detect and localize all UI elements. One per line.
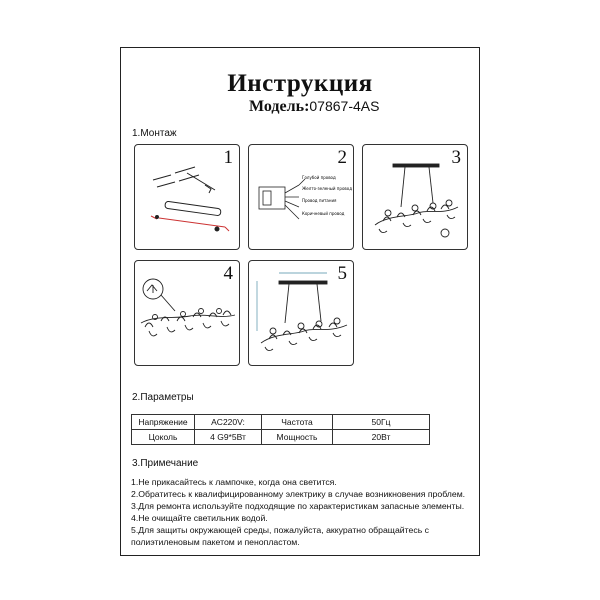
param-value: 20Вт	[333, 430, 430, 445]
bulb-install-illustration	[135, 261, 240, 366]
note-item: полиэтиленовым пакетом и пенопластом.	[131, 537, 300, 547]
section-mount-heading: 1.Монтаж	[132, 128, 177, 139]
instruction-sheet	[120, 47, 480, 556]
notes-list	[131, 476, 476, 548]
wire-label: Коричневый провод	[302, 211, 345, 216]
height-adjust-illustration	[249, 261, 354, 366]
note-item: 3.Для ремонта используйте подходящие по характеристикам запасные элементы.	[131, 501, 465, 511]
param-value: 4 G9*5Вт	[195, 430, 262, 445]
model-line	[249, 98, 379, 116]
mount-screws-illustration	[135, 145, 240, 250]
param-name: Мощность	[262, 430, 333, 445]
page-title: Инструкция	[227, 70, 373, 97]
parameters-table	[131, 414, 430, 445]
table-row	[132, 430, 430, 445]
param-name: Цоколь	[132, 430, 195, 445]
wire-label: Желто-зеленый провод	[302, 186, 352, 191]
note-item: 4.Не очищайте светильник водой.	[131, 513, 268, 523]
param-name: Частота	[262, 415, 333, 430]
step-panel-4	[134, 260, 240, 366]
param-value: AC220V:	[195, 415, 262, 430]
table-row	[132, 415, 430, 430]
wire-label: Провод питания	[302, 198, 337, 203]
step-panel-1	[134, 144, 240, 250]
hanging-fixture-illustration	[363, 145, 468, 250]
note-item: 2.Обратитесь к квалифицированному электрику в случае возникновения проблем.	[131, 489, 466, 499]
section-notes-heading: 3.Примечание	[132, 458, 199, 469]
step-number: 1	[223, 147, 233, 168]
param-value: 50Гц	[333, 415, 430, 430]
model-label: Модель:	[249, 98, 310, 115]
param-name: Напряжение	[132, 415, 195, 430]
step-number: 5	[337, 263, 347, 284]
wire-label: Голубой провод	[302, 175, 336, 180]
step-panel-5	[248, 260, 354, 366]
step-panel-3	[362, 144, 468, 250]
note-item: 5.Для защиты окружающей среды, пожалуйста, аккуратно обращайтесь с	[131, 525, 429, 535]
step-number: 4	[223, 263, 233, 284]
section-params-heading: 2.Параметры	[132, 392, 194, 403]
step-number: 2	[337, 147, 347, 168]
model-value: 07867-4AS	[309, 98, 380, 114]
step-panel-2	[248, 144, 354, 250]
note-item: 1.Не прикасайтесь к лампочке, когда она светится.	[131, 477, 337, 487]
step-number: 3	[451, 147, 461, 168]
wiring-diagram-illustration	[249, 145, 354, 250]
